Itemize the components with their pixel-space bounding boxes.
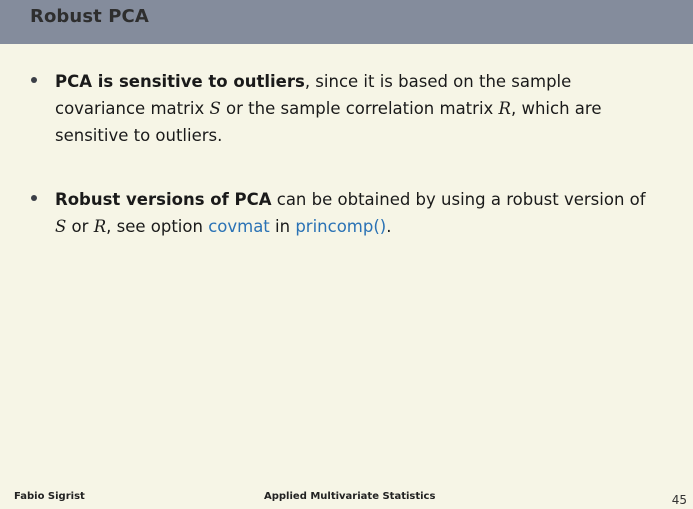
bullet-icon	[31, 195, 37, 201]
bullet-icon	[31, 77, 37, 83]
bullet-body: can be obtained by using a robust version of	[271, 190, 646, 209]
bullet-body: , which are sensitive to outliers.	[55, 99, 602, 145]
title-bar	[0, 0, 693, 44]
footer-author: Fabio Sigrist	[14, 491, 85, 502]
page-number: 45	[671, 493, 687, 507]
footer-course: Applied Multivariate Statistics	[264, 491, 436, 502]
bullet-body: , see option	[106, 217, 209, 236]
bullet-lead: PCA is sensitive to outliers	[55, 72, 305, 91]
bullet-body: in	[269, 217, 296, 236]
bullet-text	[55, 68, 655, 149]
bullet-body: or the sample correlation matrix	[220, 99, 499, 118]
slide-title: Robust PCA	[30, 6, 149, 27]
bullet-text	[55, 186, 655, 240]
math-symbol-r: R	[498, 99, 511, 118]
math-symbol-s: S	[55, 217, 67, 236]
math-symbol-s: S	[209, 99, 221, 118]
math-symbol-r: R	[93, 217, 107, 236]
bullet-lead: Robust versions of PCA	[55, 190, 272, 209]
bullet-body: or	[66, 217, 94, 236]
bullet-body: , since it is based on the sample covariance matrix	[55, 72, 572, 118]
code-princomp: princomp()	[295, 217, 387, 236]
bullet-body: .	[386, 217, 392, 236]
code-covmat: covmat	[208, 217, 270, 236]
